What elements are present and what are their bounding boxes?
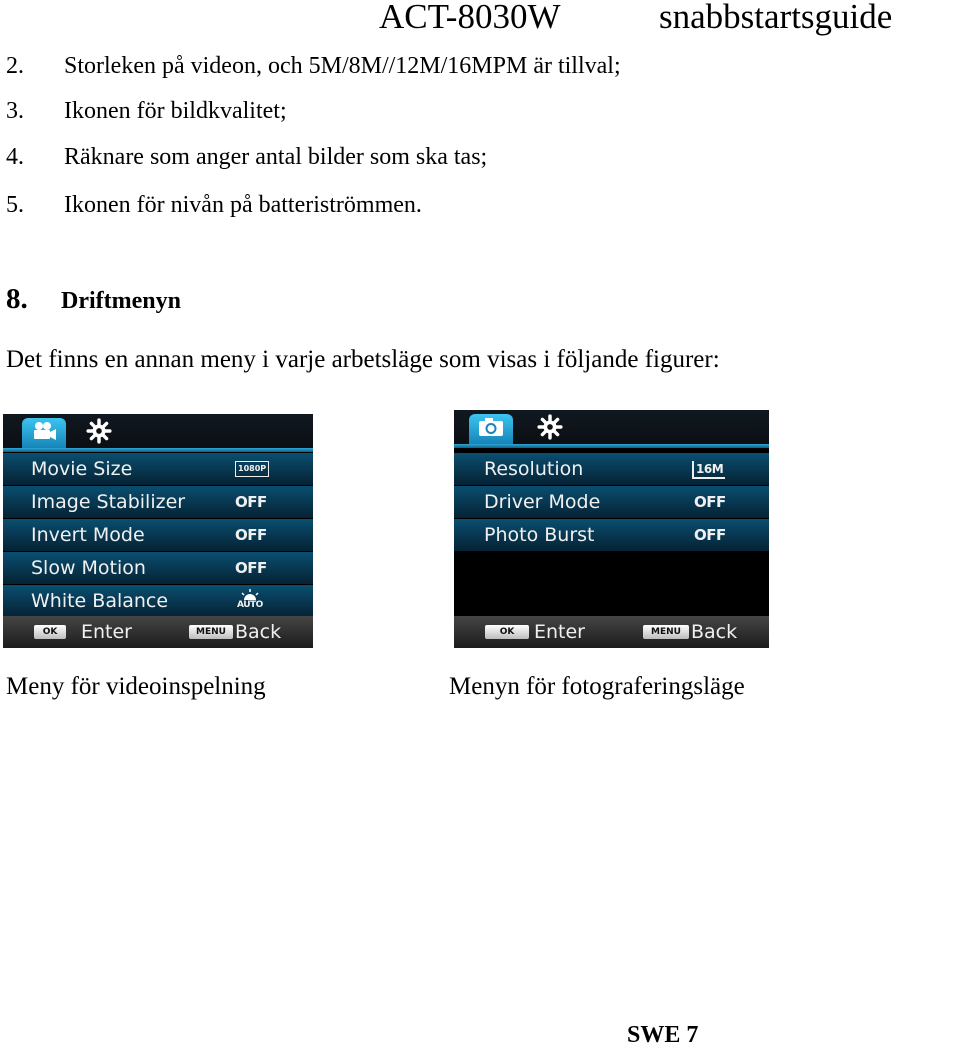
- menu-row-value: OFF: [694, 526, 726, 544]
- menu-row-label: Driver Mode: [484, 491, 601, 513]
- ok-key[interactable]: OK: [34, 625, 66, 639]
- page-number: SWE 7: [627, 1022, 699, 1048]
- list-item: [6, 191, 422, 219]
- video-mode-tab[interactable]: [22, 418, 66, 448]
- menu-row-image-stabilizer[interactable]: [3, 486, 313, 518]
- video-mode-icon: [30, 421, 58, 445]
- section-number: 8.: [6, 283, 28, 315]
- list-item: [6, 52, 621, 80]
- resolution-value: 16M: [692, 461, 725, 479]
- menu-row-label: Movie Size: [31, 458, 133, 480]
- list-item: [6, 97, 287, 125]
- photo-mode-tab[interactable]: [469, 414, 513, 444]
- list-item-text: Ikonen för bildkvalitet;: [64, 98, 287, 124]
- movie-size-value: 1080P: [235, 461, 269, 477]
- section-title: Driftmenyn: [61, 288, 181, 314]
- menu-row-label: Resolution: [484, 458, 584, 480]
- menu-row-value: OFF: [694, 493, 726, 511]
- menu-row-label: Slow Motion: [31, 557, 146, 579]
- header-guide-title: snabbstartsguide: [659, 0, 893, 36]
- menu-row-label: Image Stabilizer: [31, 491, 186, 513]
- enter-label: Enter: [534, 621, 585, 643]
- settings-gear-icon: [537, 414, 563, 444]
- ok-key[interactable]: OK: [485, 625, 529, 639]
- intro-paragraph: Det finns en annan meny i varje arbetsläge som visas i följande figurer:: [6, 346, 720, 373]
- menu-tab-bar: [3, 414, 313, 452]
- list-item-text: Ikonen för nivån på batteriströmmen.: [64, 192, 422, 218]
- white-balance-value: AUTO: [237, 600, 263, 610]
- menu-row-slow-motion[interactable]: [3, 552, 313, 584]
- list-item-number: 5.: [6, 192, 24, 218]
- video-menu-caption: Meny för videoinspelning: [6, 673, 266, 700]
- menu-row-driver-mode[interactable]: [454, 486, 769, 518]
- menu-row-value: OFF: [235, 559, 267, 577]
- menu-row-value: OFF: [235, 526, 267, 544]
- back-label: Back: [235, 621, 282, 643]
- settings-tab[interactable]: [528, 414, 572, 444]
- list-item-number: 2.: [6, 53, 24, 79]
- camera-mode-icon: [477, 416, 505, 442]
- list-item-number: 3.: [6, 98, 24, 124]
- menu-row-white-balance[interactable]: [3, 585, 313, 617]
- photo-menu-caption: Menyn för fotograferingsläge: [449, 673, 745, 700]
- enter-label: Enter: [81, 621, 132, 643]
- menu-row-label: Invert Mode: [31, 524, 145, 546]
- list-item: [6, 143, 487, 171]
- header-model: ACT-8030W: [379, 0, 561, 36]
- menu-bottom-bar: [3, 616, 313, 648]
- menu-row-label: White Balance: [31, 590, 169, 612]
- photo-menu-screen: [454, 410, 769, 648]
- list-item-text: Storleken på videon, och 5M/8M//12M/16MPM är tillval;: [64, 53, 621, 79]
- list-item-text: Räknare som anger antal bilder som ska tas;: [64, 144, 488, 170]
- video-menu-screen: [3, 414, 313, 648]
- menu-tab-bar: [454, 410, 769, 448]
- menu-row-invert-mode[interactable]: [3, 519, 313, 551]
- menu-key[interactable]: MENU: [189, 625, 233, 639]
- menu-row-resolution[interactable]: [454, 453, 769, 485]
- settings-tab[interactable]: [77, 418, 121, 448]
- menu-row-photo-burst[interactable]: [454, 519, 769, 551]
- menu-row-label: Photo Burst: [484, 524, 595, 546]
- settings-gear-icon: [86, 418, 112, 448]
- menu-key[interactable]: MENU: [643, 625, 689, 639]
- menu-bottom-bar: [454, 616, 769, 648]
- section-heading: [6, 284, 181, 316]
- menu-row-value: OFF: [235, 493, 267, 511]
- list-item-number: 4.: [6, 144, 24, 170]
- back-label: Back: [691, 621, 738, 643]
- menu-row-movie-size[interactable]: [3, 453, 313, 485]
